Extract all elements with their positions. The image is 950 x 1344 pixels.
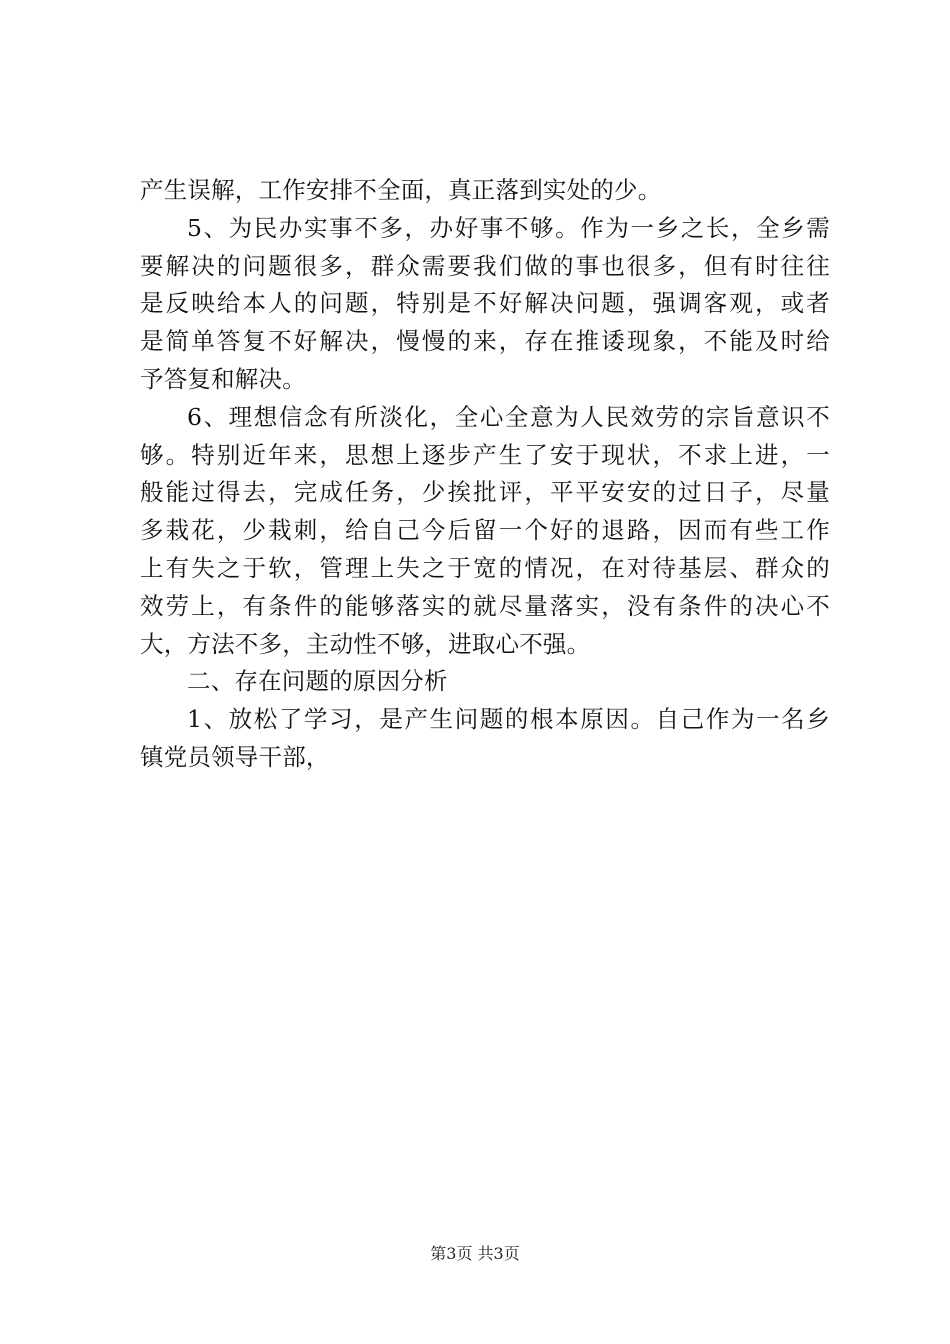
text-line: 予答复和解决。 xyxy=(140,364,306,393)
text-line: 多栽花，少栽刺，给自己今后留一个好的退路，因而有些工作 xyxy=(140,516,830,545)
text-line: 5、为民办实事不多，办好事不够。作为一乡之长，全乡需 xyxy=(187,213,830,242)
text-line: 上有失之于软，管理上失之于宽的情况，在对待基层、群众的 xyxy=(140,553,830,582)
text-line: 是简单答复不好解决，慢慢的来，存在推诿现象，不能及时给 xyxy=(140,327,830,356)
text-line: 1、放松了学习，是产生问题的根本原因。自己作为一名乡 xyxy=(187,705,830,734)
text-line: 般能过得去，完成任务，少挨批评，平平安安的过日子，尽量 xyxy=(140,478,830,507)
text-line: 大，方法不多，主动性不够，进取心不强。 xyxy=(140,629,591,658)
text-line: 产生误解，工作安排不全面，真正落到实处的少。 xyxy=(140,176,662,204)
text-line: 6、理想信念有所淡化，全心全意为人民效劳的宗旨意识不 xyxy=(187,402,830,431)
text-line: 镇党员领导干部， xyxy=(140,742,330,771)
text-line: 是反映给本人的问题，特别是不好解决问题，强调客观，或者 xyxy=(140,289,830,318)
text-line: 够。特别近年来，思想上逐步产生了安于现状，不求上进，一 xyxy=(140,440,830,469)
text-line: 要解决的问题很多，群众需要我们做的事也很多，但有时往往 xyxy=(140,251,830,280)
page-number-footer: 第3页 共3页 xyxy=(430,1244,520,1263)
document-body xyxy=(140,172,830,777)
text-line: 效劳上，有条件的能够落实的就尽量落实，没有条件的决心不 xyxy=(140,591,830,620)
section-heading: 二、存在问题的原因分析 xyxy=(187,667,448,696)
